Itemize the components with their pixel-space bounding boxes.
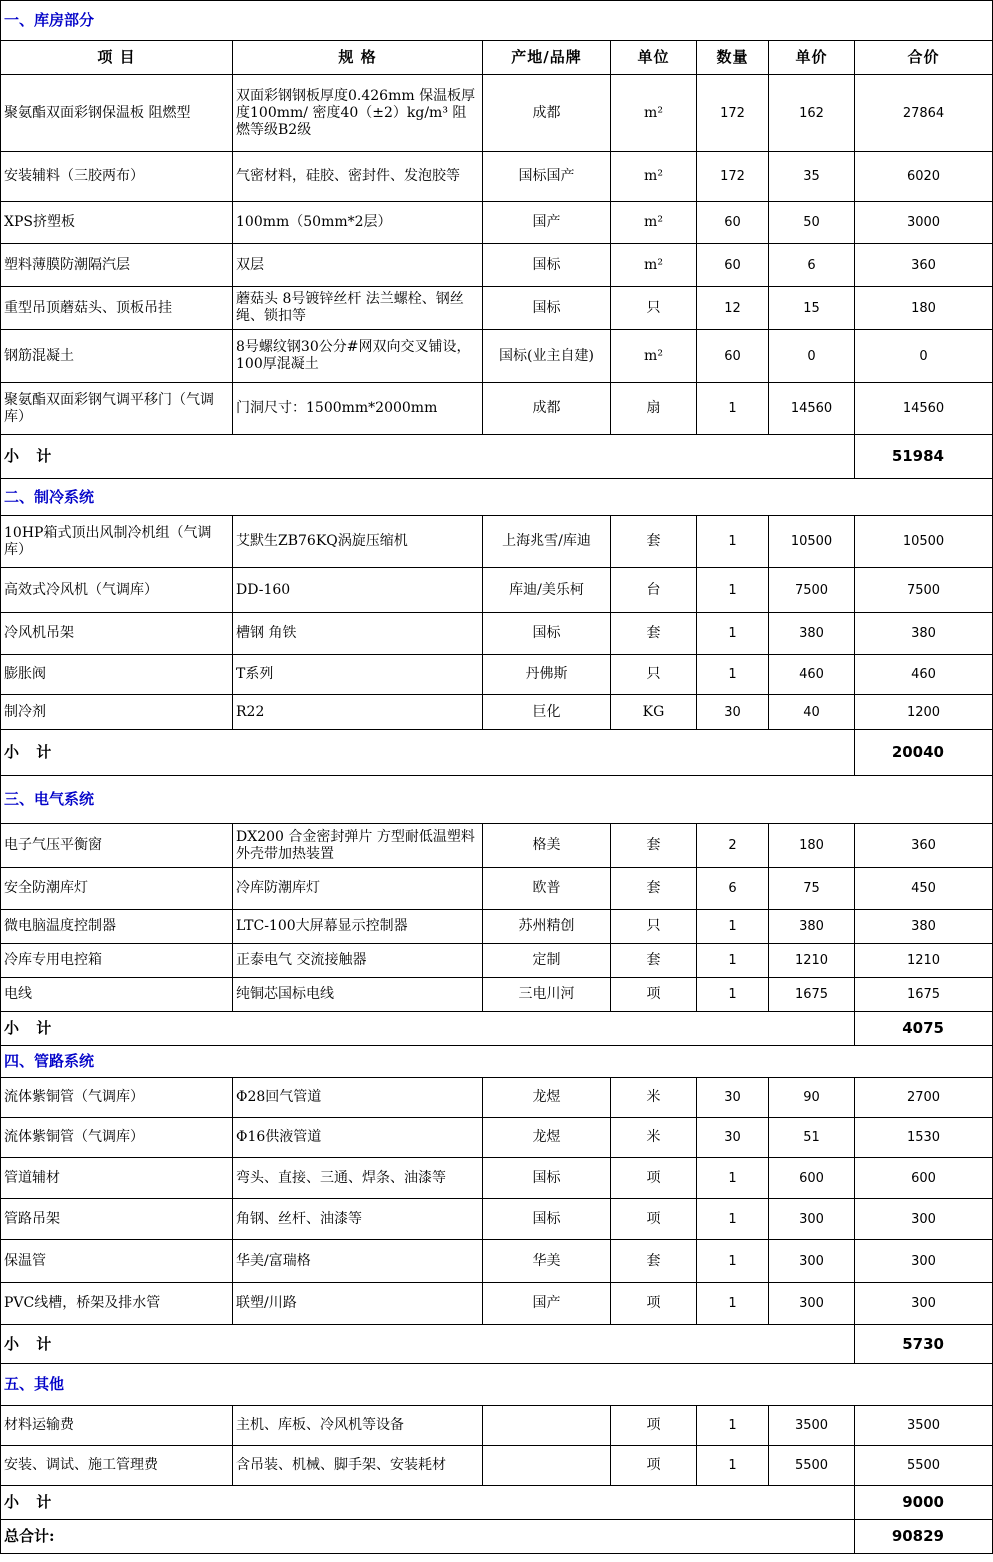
item-qty: 60 xyxy=(697,244,769,287)
item-spec: Φ16供液管道 xyxy=(233,1118,483,1158)
item-brand: 成都 xyxy=(483,75,611,152)
item-brand: 国标国产 xyxy=(483,152,611,202)
item-brand: 国标 xyxy=(483,1199,611,1240)
item-total: 14560 xyxy=(855,383,993,435)
table-row xyxy=(1,568,993,613)
item-brand xyxy=(483,1446,611,1486)
item-qty: 30 xyxy=(697,1078,769,1118)
column-header: 数量 xyxy=(697,41,769,75)
item-qty: 1 xyxy=(697,944,769,978)
item-brand: 丹佛斯 xyxy=(483,655,611,695)
item-brand: 国产 xyxy=(483,1283,611,1325)
item-price: 0 xyxy=(769,330,855,383)
item-total: 300 xyxy=(855,1283,993,1325)
item-name: 重型吊顶蘑菇头、顶板吊挂 xyxy=(1,287,233,330)
item-name: 材料运输费 xyxy=(1,1406,233,1446)
item-unit: 套 xyxy=(611,613,697,655)
item-qty: 1 xyxy=(697,1158,769,1199)
item-price: 50 xyxy=(769,202,855,244)
item-total: 360 xyxy=(855,244,993,287)
item-name: 安装辅料（三胶两布） xyxy=(1,152,233,202)
item-unit: m² xyxy=(611,75,697,152)
table-row xyxy=(1,695,993,730)
item-total: 450 xyxy=(855,868,993,910)
item-total: 380 xyxy=(855,613,993,655)
item-spec: 100mm（50mm*2层） xyxy=(233,202,483,244)
item-name: 安装、调试、施工管理费 xyxy=(1,1446,233,1486)
item-price: 1210 xyxy=(769,944,855,978)
section-title-row xyxy=(1,1364,993,1406)
item-brand: 上海兆雪/库迪 xyxy=(483,516,611,568)
item-unit: m² xyxy=(611,152,697,202)
grand-total-row xyxy=(1,1520,993,1554)
item-spec: DX200 合金密封弹片 方型耐低温塑料外壳带加热装置 xyxy=(233,824,483,868)
section-title-row xyxy=(1,1,993,41)
table-row xyxy=(1,244,993,287)
item-total: 380 xyxy=(855,910,993,944)
item-spec: 门洞尺寸：1500mm*2000mm xyxy=(233,383,483,435)
subtotal-row xyxy=(1,1486,993,1520)
item-total: 3000 xyxy=(855,202,993,244)
item-price: 460 xyxy=(769,655,855,695)
item-spec: 双层 xyxy=(233,244,483,287)
item-price: 300 xyxy=(769,1199,855,1240)
item-unit: 项 xyxy=(611,1446,697,1486)
table-row xyxy=(1,383,993,435)
table-row xyxy=(1,868,993,910)
item-unit: m² xyxy=(611,244,697,287)
item-name: 安全防潮库灯 xyxy=(1,868,233,910)
item-total: 300 xyxy=(855,1199,993,1240)
item-spec: Φ28回气管道 xyxy=(233,1078,483,1118)
item-qty: 1 xyxy=(697,613,769,655)
item-name: 管路吊架 xyxy=(1,1199,233,1240)
item-spec: 蘑菇头 8号镀锌丝杆 法兰螺栓、钢丝绳、锁扣等 xyxy=(233,287,483,330)
item-qty: 1 xyxy=(697,516,769,568)
subtotal-row xyxy=(1,1012,993,1046)
subtotal-value: 51984 xyxy=(855,435,993,479)
item-qty: 1 xyxy=(697,1283,769,1325)
item-qty: 172 xyxy=(697,152,769,202)
item-name: 高效式冷风机（气调库） xyxy=(1,568,233,613)
item-name: 管道辅材 xyxy=(1,1158,233,1199)
item-unit: 台 xyxy=(611,568,697,613)
item-unit: 套 xyxy=(611,824,697,868)
subtotal-row xyxy=(1,1325,993,1364)
item-name: 流体紫铜管（气调库） xyxy=(1,1078,233,1118)
item-spec: 弯头、直接、三通、焊条、油漆等 xyxy=(233,1158,483,1199)
item-spec: 槽钢 角铁 xyxy=(233,613,483,655)
item-name: 聚氨酯双面彩钢保温板 阻燃型 xyxy=(1,75,233,152)
table-row xyxy=(1,910,993,944)
item-brand: 国标 xyxy=(483,244,611,287)
item-unit: 只 xyxy=(611,910,697,944)
item-spec: 正泰电气 交流接触器 xyxy=(233,944,483,978)
subtotal-label: 小 计 xyxy=(1,1486,855,1520)
item-total: 2700 xyxy=(855,1078,993,1118)
item-price: 1675 xyxy=(769,978,855,1012)
table-row xyxy=(1,75,993,152)
item-brand: 国产 xyxy=(483,202,611,244)
subtotal-label: 小 计 xyxy=(1,1325,855,1364)
item-qty: 1 xyxy=(697,383,769,435)
item-spec: 纯铜芯国标电线 xyxy=(233,978,483,1012)
subtotal-value: 9000 xyxy=(855,1486,993,1520)
item-qty: 1 xyxy=(697,1199,769,1240)
table-row xyxy=(1,1406,993,1446)
item-total: 360 xyxy=(855,824,993,868)
column-header: 产地/品牌 xyxy=(483,41,611,75)
table-row xyxy=(1,1199,993,1240)
item-qty: 12 xyxy=(697,287,769,330)
table-row xyxy=(1,944,993,978)
item-unit: m² xyxy=(611,202,697,244)
table-row xyxy=(1,824,993,868)
item-spec: 冷库防潮库灯 xyxy=(233,868,483,910)
item-brand: 国标 xyxy=(483,287,611,330)
item-unit: 米 xyxy=(611,1118,697,1158)
subtotal-label: 小 计 xyxy=(1,730,855,776)
item-spec: 联塑/川路 xyxy=(233,1283,483,1325)
item-unit: 套 xyxy=(611,516,697,568)
item-qty: 30 xyxy=(697,695,769,730)
table-row xyxy=(1,1240,993,1283)
item-name: 膨胀阀 xyxy=(1,655,233,695)
item-unit: 套 xyxy=(611,944,697,978)
item-qty: 2 xyxy=(697,824,769,868)
item-price: 300 xyxy=(769,1283,855,1325)
item-unit: 项 xyxy=(611,1158,697,1199)
subtotal-label: 小 计 xyxy=(1,435,855,479)
subtotal-row xyxy=(1,730,993,776)
table-row xyxy=(1,655,993,695)
item-spec: 8号螺纹钢30公分#网双向交叉铺设，100厚混凝土 xyxy=(233,330,483,383)
item-total: 1530 xyxy=(855,1118,993,1158)
item-name: 微电脑温度控制器 xyxy=(1,910,233,944)
item-price: 40 xyxy=(769,695,855,730)
item-brand: 成都 xyxy=(483,383,611,435)
item-spec: 气密材料，硅胶、密封件、发泡胶等 xyxy=(233,152,483,202)
item-unit: 米 xyxy=(611,1078,697,1118)
item-price: 5500 xyxy=(769,1446,855,1486)
item-name: 聚氨酯双面彩钢气调平移门（气调库） xyxy=(1,383,233,435)
item-total: 300 xyxy=(855,1240,993,1283)
table-row xyxy=(1,1078,993,1118)
item-name: PVC线槽，桥架及排水管 xyxy=(1,1283,233,1325)
item-brand: 龙煜 xyxy=(483,1118,611,1158)
item-qty: 1 xyxy=(697,1240,769,1283)
item-price: 3500 xyxy=(769,1406,855,1446)
item-qty: 6 xyxy=(697,868,769,910)
quotation-body xyxy=(1,1,993,1554)
item-unit: 项 xyxy=(611,978,697,1012)
column-header: 规 格 xyxy=(233,41,483,75)
table-row xyxy=(1,613,993,655)
item-unit: 套 xyxy=(611,1240,697,1283)
section-title-row xyxy=(1,776,993,824)
item-brand: 龙煜 xyxy=(483,1078,611,1118)
table-row xyxy=(1,202,993,244)
column-header-row xyxy=(1,41,993,75)
column-header: 单位 xyxy=(611,41,697,75)
item-unit: 项 xyxy=(611,1199,697,1240)
table-row xyxy=(1,152,993,202)
item-spec: 艾默生ZB76KQ涡旋压缩机 xyxy=(233,516,483,568)
item-brand: 欧普 xyxy=(483,868,611,910)
item-name: 冷风机吊架 xyxy=(1,613,233,655)
item-qty: 172 xyxy=(697,75,769,152)
item-total: 180 xyxy=(855,287,993,330)
section-title: 一、库房部分 xyxy=(1,1,993,41)
section-title: 三、电气系统 xyxy=(1,776,993,824)
item-name: 电线 xyxy=(1,978,233,1012)
table-row xyxy=(1,1283,993,1325)
item-spec: T系列 xyxy=(233,655,483,695)
subtotal-row xyxy=(1,435,993,479)
item-qty: 1 xyxy=(697,655,769,695)
item-price: 15 xyxy=(769,287,855,330)
item-unit: 项 xyxy=(611,1283,697,1325)
item-spec: 含吊装、机械、脚手架、安装耗材 xyxy=(233,1446,483,1486)
table-row xyxy=(1,1446,993,1486)
item-qty: 30 xyxy=(697,1118,769,1158)
table-row xyxy=(1,1158,993,1199)
item-qty: 1 xyxy=(697,568,769,613)
item-spec: 华美/富瑞格 xyxy=(233,1240,483,1283)
item-spec: 角钢、丝杆、油漆等 xyxy=(233,1199,483,1240)
item-price: 180 xyxy=(769,824,855,868)
column-header: 项 目 xyxy=(1,41,233,75)
item-qty: 1 xyxy=(697,910,769,944)
section-title-row xyxy=(1,1046,993,1078)
item-unit: 项 xyxy=(611,1406,697,1446)
table-row xyxy=(1,330,993,383)
item-unit: 套 xyxy=(611,868,697,910)
item-qty: 1 xyxy=(697,1406,769,1446)
item-price: 600 xyxy=(769,1158,855,1199)
item-total: 0 xyxy=(855,330,993,383)
item-name: XPS挤塑板 xyxy=(1,202,233,244)
item-unit: KG xyxy=(611,695,697,730)
column-header: 单价 xyxy=(769,41,855,75)
item-name: 电子气压平衡窗 xyxy=(1,824,233,868)
item-name: 制冷剂 xyxy=(1,695,233,730)
item-name: 保温管 xyxy=(1,1240,233,1283)
item-spec: DD-160 xyxy=(233,568,483,613)
item-qty: 1 xyxy=(697,978,769,1012)
item-unit: 只 xyxy=(611,655,697,695)
item-price: 75 xyxy=(769,868,855,910)
item-name: 10HP箱式顶出风制冷机组（气调库） xyxy=(1,516,233,568)
column-header: 合价 xyxy=(855,41,993,75)
item-price: 7500 xyxy=(769,568,855,613)
item-price: 35 xyxy=(769,152,855,202)
subtotal-value: 4075 xyxy=(855,1012,993,1046)
item-price: 380 xyxy=(769,613,855,655)
grand-total-label: 总合计: xyxy=(1,1520,855,1554)
subtotal-value: 5730 xyxy=(855,1325,993,1364)
item-total: 5500 xyxy=(855,1446,993,1486)
item-name: 钢筋混凝土 xyxy=(1,330,233,383)
item-brand: 格美 xyxy=(483,824,611,868)
item-price: 51 xyxy=(769,1118,855,1158)
item-name: 流体紫铜管（气调库） xyxy=(1,1118,233,1158)
item-total: 1200 xyxy=(855,695,993,730)
grand-total-value: 90829 xyxy=(855,1520,993,1554)
item-brand: 国标(业主自建) xyxy=(483,330,611,383)
item-price: 90 xyxy=(769,1078,855,1118)
item-brand: 苏州精创 xyxy=(483,910,611,944)
section-title: 二、制冷系统 xyxy=(1,479,993,516)
table-row xyxy=(1,978,993,1012)
table-row xyxy=(1,287,993,330)
item-brand: 华美 xyxy=(483,1240,611,1283)
item-price: 162 xyxy=(769,75,855,152)
section-title: 五、其他 xyxy=(1,1364,993,1406)
item-unit: 扇 xyxy=(611,383,697,435)
item-brand xyxy=(483,1406,611,1446)
item-qty: 1 xyxy=(697,1446,769,1486)
item-total: 27864 xyxy=(855,75,993,152)
item-brand: 三电川河 xyxy=(483,978,611,1012)
table-row xyxy=(1,516,993,568)
item-total: 6020 xyxy=(855,152,993,202)
item-total: 600 xyxy=(855,1158,993,1199)
section-title: 四、管路系统 xyxy=(1,1046,993,1078)
item-total: 460 xyxy=(855,655,993,695)
subtotal-label: 小 计 xyxy=(1,1012,855,1046)
item-name: 塑料薄膜防潮隔汽层 xyxy=(1,244,233,287)
item-price: 14560 xyxy=(769,383,855,435)
section-title-row xyxy=(1,479,993,516)
item-total: 7500 xyxy=(855,568,993,613)
item-price: 6 xyxy=(769,244,855,287)
item-price: 10500 xyxy=(769,516,855,568)
item-price: 300 xyxy=(769,1240,855,1283)
item-brand: 巨化 xyxy=(483,695,611,730)
item-name: 冷库专用电控箱 xyxy=(1,944,233,978)
item-spec: LTC-100大屏幕显示控制器 xyxy=(233,910,483,944)
item-spec: 双面彩钢钢板厚度0.426mm 保温板厚度100mm/ 密度40（±2）kg/m³ 阻燃等级B2级 xyxy=(233,75,483,152)
table-row xyxy=(1,1118,993,1158)
item-total: 10500 xyxy=(855,516,993,568)
item-unit: m² xyxy=(611,330,697,383)
item-spec: 主机、库板、冷风机等设备 xyxy=(233,1406,483,1446)
subtotal-value: 20040 xyxy=(855,730,993,776)
item-total: 1675 xyxy=(855,978,993,1012)
item-total: 3500 xyxy=(855,1406,993,1446)
item-brand: 国标 xyxy=(483,1158,611,1199)
item-qty: 60 xyxy=(697,202,769,244)
item-spec: R22 xyxy=(233,695,483,730)
item-unit: 只 xyxy=(611,287,697,330)
item-total: 1210 xyxy=(855,944,993,978)
item-brand: 定制 xyxy=(483,944,611,978)
item-qty: 60 xyxy=(697,330,769,383)
item-brand: 国标 xyxy=(483,613,611,655)
item-price: 380 xyxy=(769,910,855,944)
item-brand: 库迪/美乐柯 xyxy=(483,568,611,613)
